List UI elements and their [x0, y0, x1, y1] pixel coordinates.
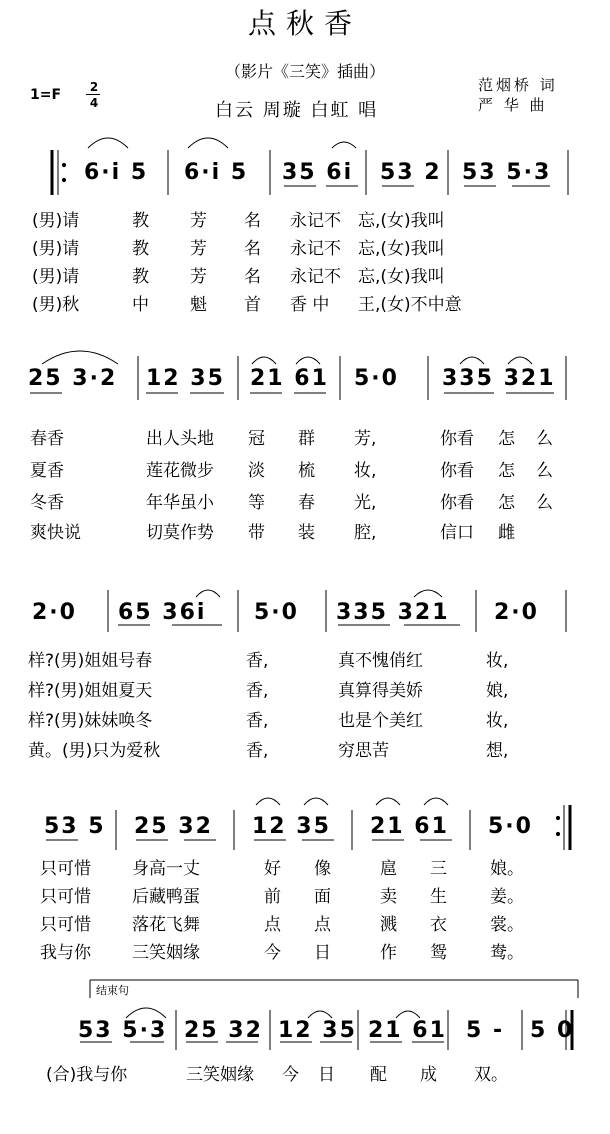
s3-measure-5: 2·0: [494, 600, 539, 625]
s5-measure-6: 5 0: [530, 1018, 575, 1043]
s3-measure-2: 65 36i: [118, 600, 207, 625]
s4-measure-1: 53 5: [44, 814, 106, 839]
s3-measure-1: 2·0: [32, 600, 77, 625]
s1-measure-3: 35 6i: [282, 160, 354, 185]
s4-measure-4: 21 61: [370, 814, 449, 839]
s5-measure-5: 5 -: [466, 1018, 505, 1043]
ending-phrase-label: 结束句: [96, 984, 129, 997]
s2-measure-1: 25 3·2: [28, 366, 118, 391]
s1-measure-4: 53 2: [380, 160, 442, 185]
s4-measure-5: 5·0: [488, 814, 533, 839]
time-signature-bottom: 4: [89, 96, 99, 110]
s4-measure-2: 25 32: [134, 814, 213, 839]
s5-measure-1: 53 5·3: [78, 1018, 168, 1043]
lyricist-credit: 范烟桥 词: [478, 76, 558, 94]
song-title: 点秋香: [247, 7, 362, 40]
s2-measure-4: 5·0: [354, 366, 399, 391]
s5-measure-3: 12 35: [278, 1018, 357, 1043]
s2-measure-5: 335 321: [442, 366, 556, 391]
s5-measure-2: 25 32: [184, 1018, 263, 1043]
s1-measure-5: 53 5·3: [462, 160, 552, 185]
song-subtitle: （影片《三笑》插曲）: [224, 62, 385, 81]
s5-measure-4: 21 61: [368, 1018, 447, 1043]
s4-measure-3: 12 35: [252, 814, 331, 839]
key-signature: 1=F: [30, 87, 62, 103]
composer-credit: 严 华 曲: [478, 96, 548, 114]
s2-measure-2: 12 35: [146, 366, 225, 391]
s3-measure-3: 5·0: [254, 600, 299, 625]
s1-measure-2: 6·i 5: [184, 160, 249, 185]
s3-measure-4: 335 321: [336, 600, 450, 625]
singers: 白云 周璇 白虹 唱: [215, 100, 379, 121]
s1-measure-1: 6·i 5: [84, 160, 149, 185]
time-signature-top: 2: [89, 80, 99, 94]
s2-measure-3: 21 61: [250, 366, 329, 391]
